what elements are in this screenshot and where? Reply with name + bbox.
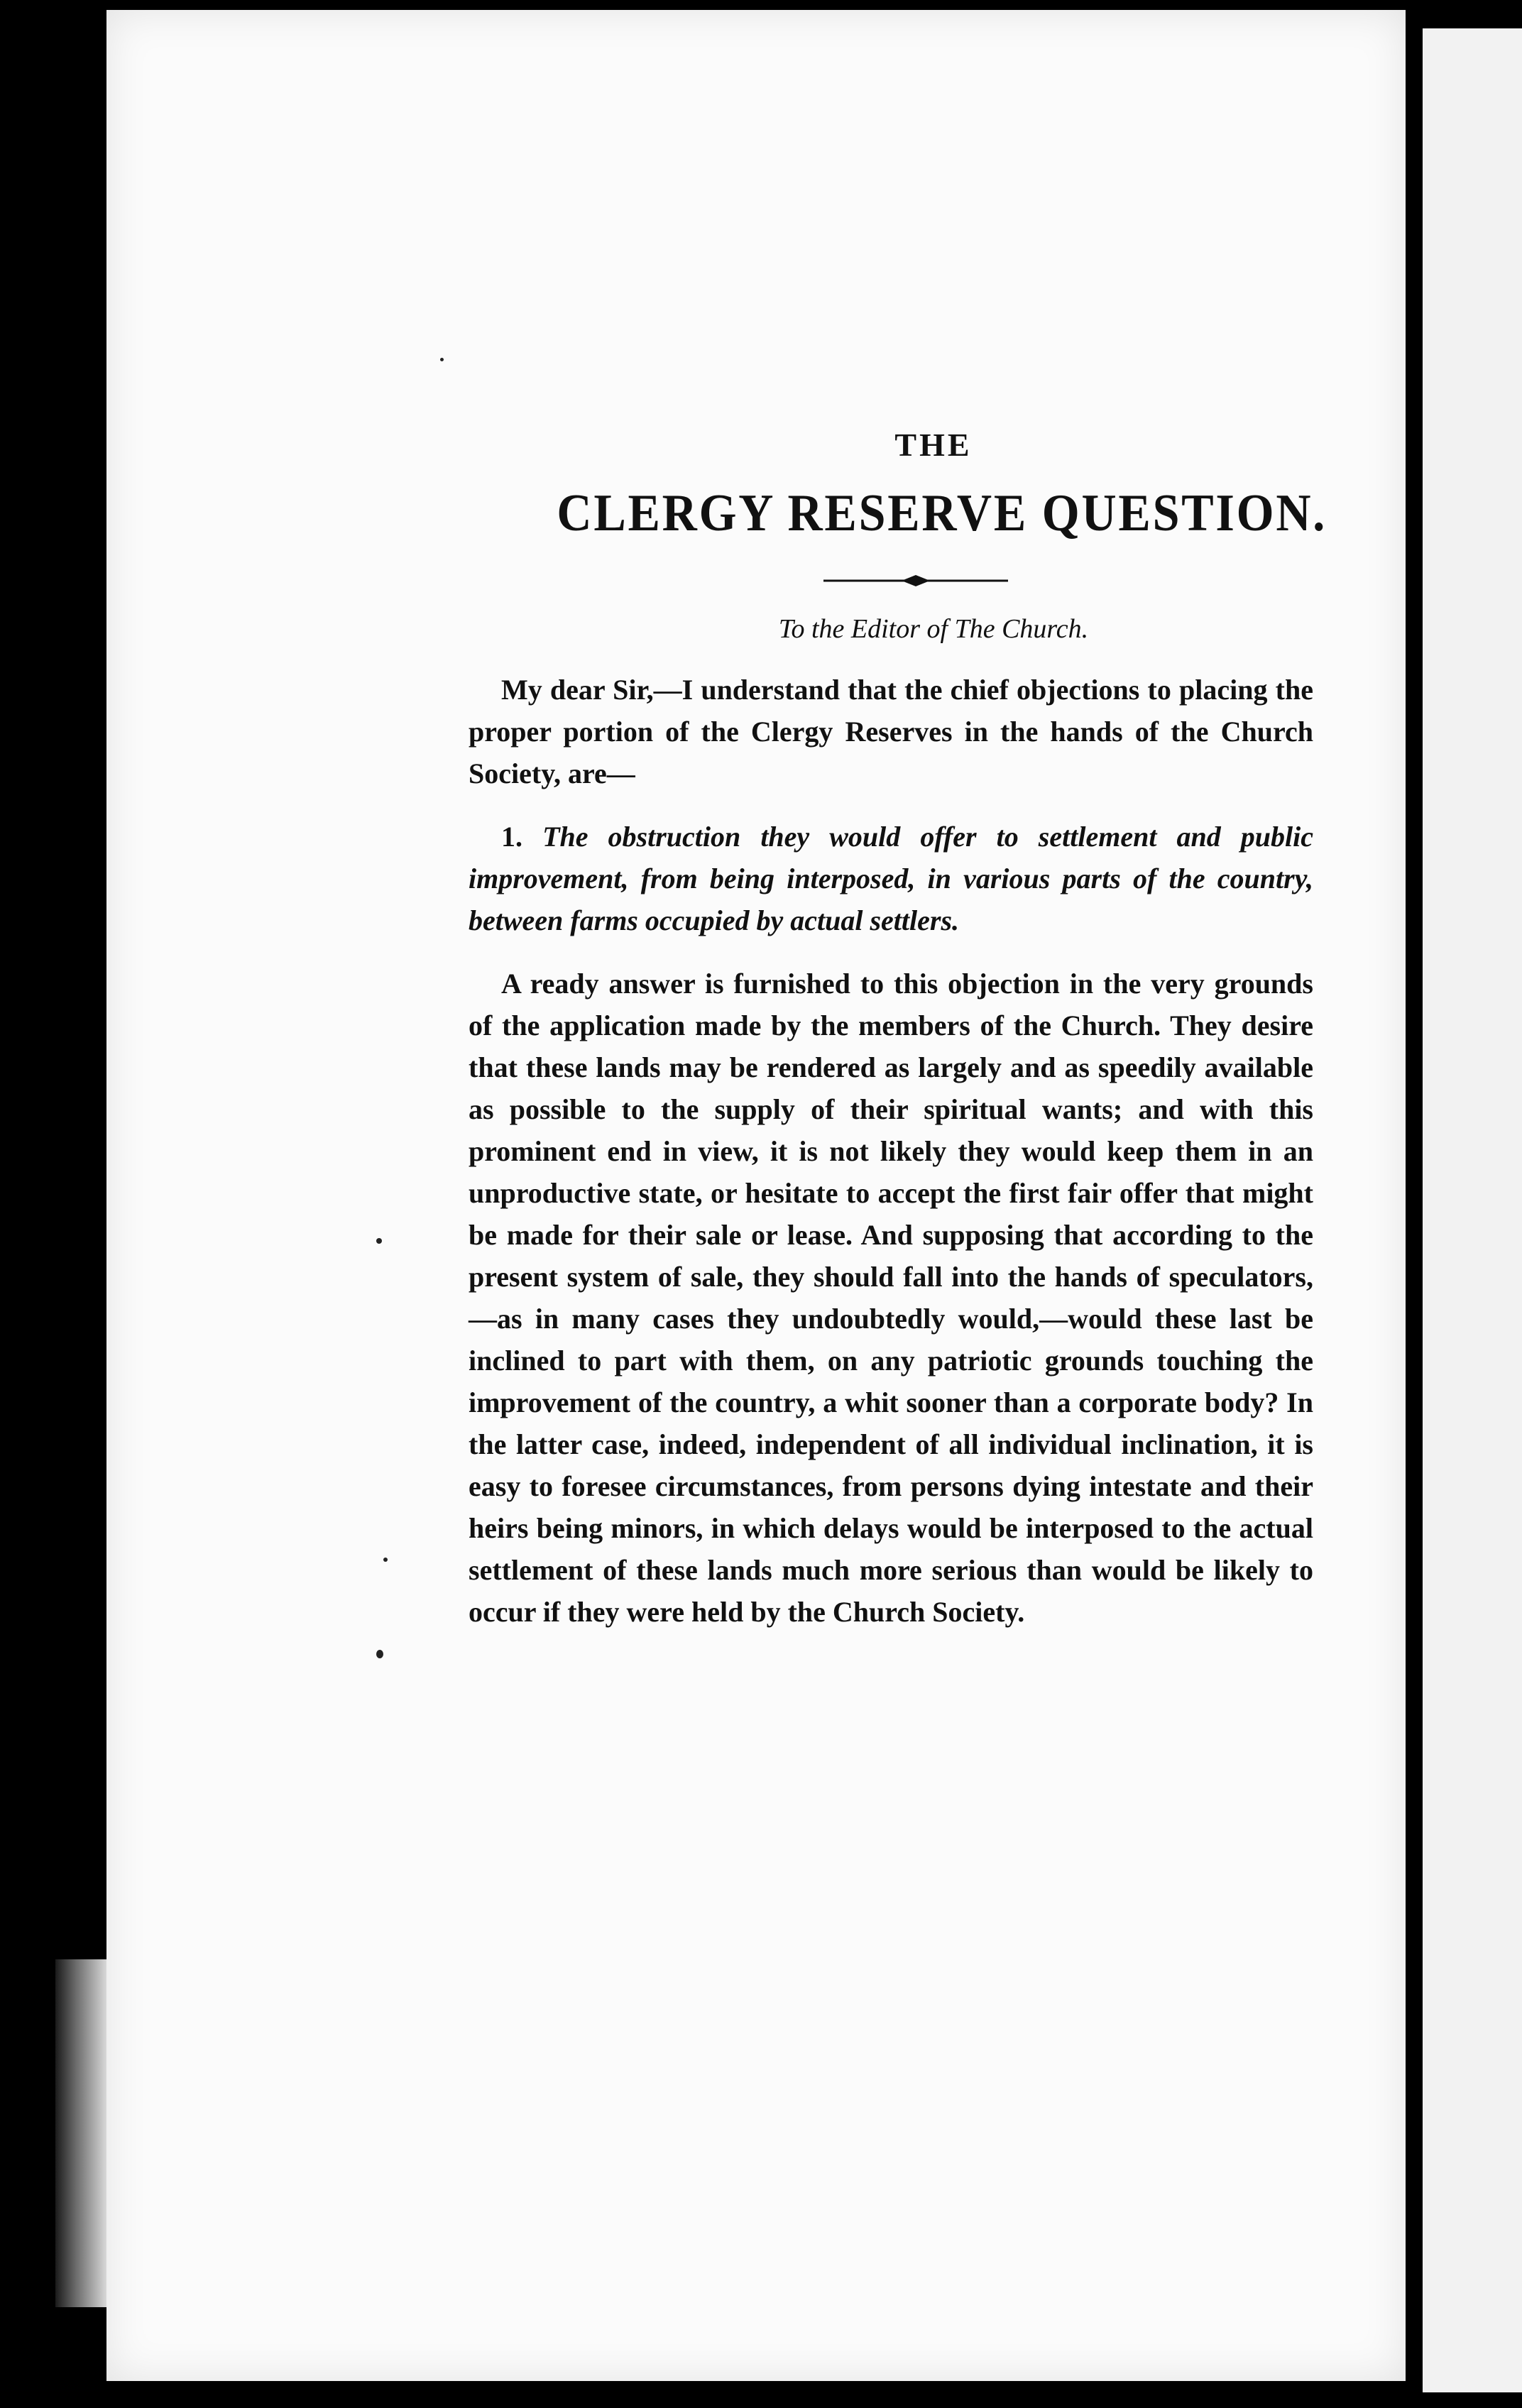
title-kicker: THE <box>894 427 973 463</box>
page-edge-shadow <box>55 1959 106 2307</box>
page-title: CLERGY RESERVE QUESTION. <box>557 484 1327 542</box>
article <box>469 426 1327 1654</box>
objection-number: 1. <box>501 821 522 853</box>
addressee-line: To the Editor of The Church. <box>778 614 1089 644</box>
scan-speck <box>383 1558 388 1562</box>
title-rule-ornament <box>823 572 1008 589</box>
objection-text: The obstruction they would offer to settlement and public improvement, from being interposed, in various parts of the country, between farms occupied by actual settlers. <box>469 821 1314 936</box>
scan-speck <box>376 1238 382 1244</box>
answer-paragraph: A ready answer is furnished to this objection in the very grounds of the application made by the members of the Church. They desire that these lands may be rendered as largely and as speedily available as possible to the supply of their spiritual wants; and with this prominent end in view, it is not likely they would keep them in an unproductive state, or hesitate to accept the first fair offer that might be made for their sale or lease. And supposing that according to the present system of sale, they should fall into the hands of speculators,—as in many cases they undoubtedly would,—would these last be inclined to part with them, on any patriotic grounds touching the improvement of the country, a whit sooner than a corporate body? In the latter case, indeed, independent of all individual inclination, it is easy to foresee circumstances, from persons dying intestate and their heirs being minors, in which delays would be interposed to the actual settlement of these lands much more serious than would be likely to occur if they were held by the Church Society. <box>469 968 1313 1628</box>
scan-speck <box>440 358 444 361</box>
objection-1 <box>469 816 1313 941</box>
facing-page-edge <box>1423 28 1522 2392</box>
page-gutter <box>1406 0 1423 2408</box>
opening-paragraph: My dear Sir,—I understand that the chief objections to placing the proper portion of the Clergy Reserves in the hands of the Church Society, are— <box>469 674 1313 789</box>
scan-speck <box>376 1650 383 1658</box>
